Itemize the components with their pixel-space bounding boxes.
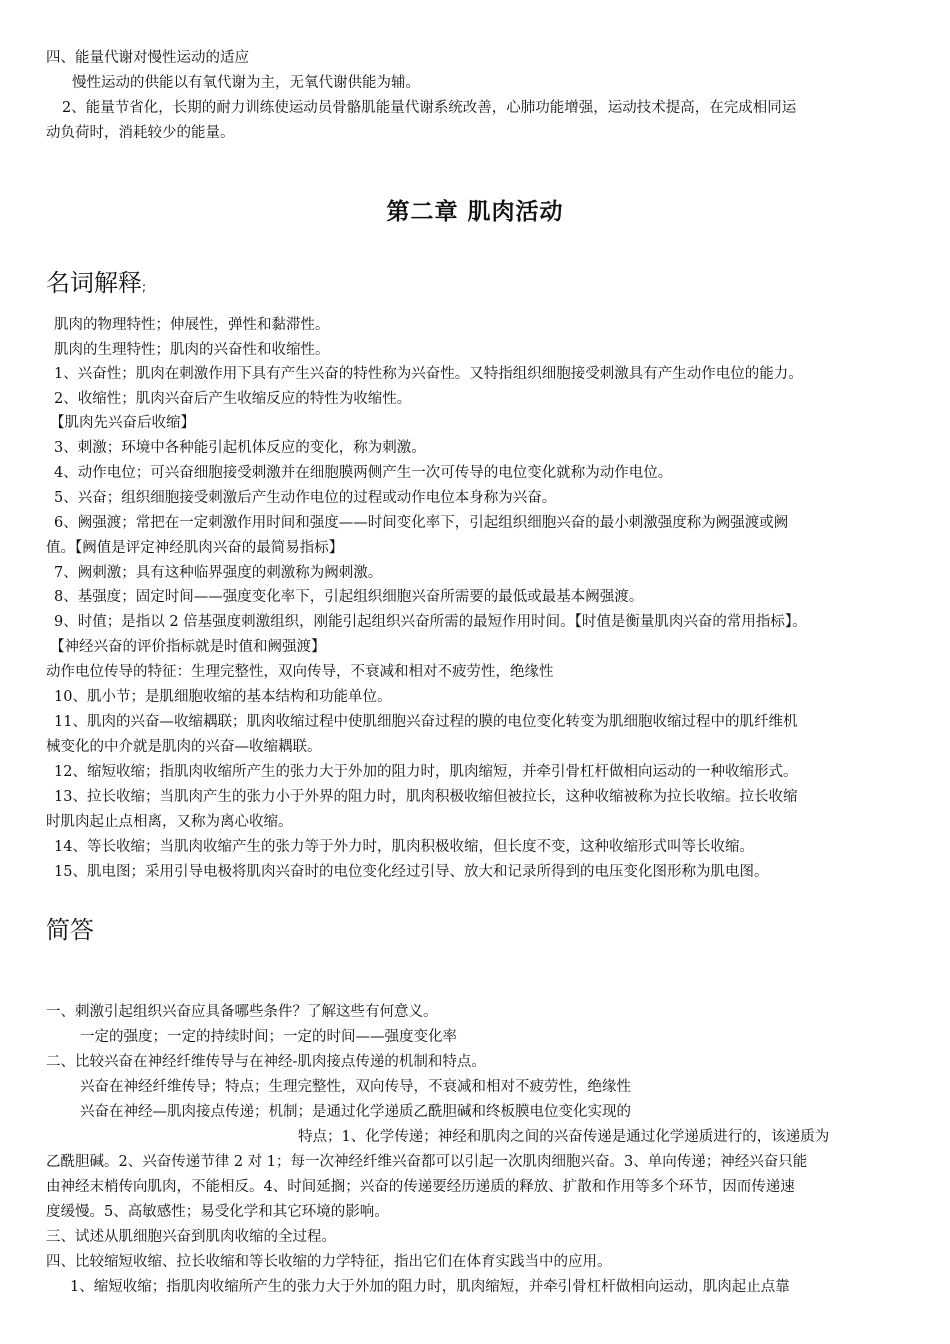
- term-line: 4、动作电位；可兴奋细胞接受刺激并在细胞膜两侧产生一次可传导的电位变化就称为动作电位。: [54, 465, 673, 481]
- term-line: 时肌肉起止点相离，又称为离心收缩。: [46, 814, 293, 830]
- paragraph-heading: 四、能量代谢对慢性运动的适应: [46, 50, 249, 66]
- term-line: 动作电位传导的特征：生理完整性，双向传导，不衰减和相对不疲劳性，绝缘性: [46, 664, 554, 680]
- answer-line: 一、刺激引起组织兴奋应具备哪些条件？了解这些有何意义。: [46, 1004, 438, 1020]
- term-line: 【神经兴奋的评价指标就是时值和阙强渡】: [50, 639, 326, 655]
- term-line: 2、收缩性；肌肉兴奋后产生收缩反应的特性为收缩性。: [54, 391, 412, 407]
- section-heading-answers: 简答: [46, 916, 94, 944]
- term-line: 值。【阙值是评定神经肌肉兴奋的最简易指标】: [46, 540, 344, 556]
- answer-line: 一定的强度；一定的持续时间；一定的时间——强度变化率: [80, 1029, 457, 1045]
- answer-line: 乙酰胆碱。2、兴奋传递节律 2 对 1；每一次神经纤维兴奋都可以引起一次肌肉细胞兴奋。3、单向传递；神经兴奋只能: [46, 1154, 808, 1170]
- section-heading-terms: [46, 263, 146, 298]
- term-line: 肌肉的物理特性；伸展性，弹性和黏滞性。: [54, 317, 330, 333]
- term-line: 14、等长收缩；当肌肉收缩产生的张力等于外力时，肌肉积极收缩，但长度不变，这种收缩形式叫等长收缩。: [54, 839, 754, 855]
- answer-line: 特点；1、化学传递；神经和肌肉之间的兴奋传递是通过化学递质进行的，该递质为: [298, 1129, 830, 1145]
- term-line: 5、兴奋；组织细胞接受刺激后产生动作电位的过程或动作电位本身称为兴奋。: [54, 490, 557, 506]
- answer-line: 1、缩短收缩；指肌肉收缩所产生的张力大于外加的阻力时，肌肉缩短，并牵引骨杠杆做相向运动，肌肉起止点靠: [70, 1279, 790, 1295]
- term-line: 【肌肉先兴奋后收缩】: [50, 415, 195, 431]
- term-line: 10、肌小节；是肌细胞收缩的基本结构和功能单位。: [54, 689, 392, 705]
- answer-line: 由神经末梢传向肌肉，不能相反。4、时间延搁；兴奋的传递要经历递质的释放、扩散和作用等多个环节，因而传递速: [46, 1179, 795, 1195]
- term-line: 3、刺激；环境中各种能引起机体反应的变化，称为刺激。: [54, 440, 426, 456]
- answer-line: 度缓慢。5、高敏感性；易受化学和其它环境的影响。: [46, 1204, 389, 1220]
- term-line: 6、阙强渡；常把在一定刺激作用时间和强度——时间变化率下，引起组织细胞兴奋的最小刺激强度称为阙强渡或阙: [54, 515, 789, 531]
- answer-line: 兴奋在神经纤维传导；特点；生理完整性，双向传导，不衰减和相对不疲劳性，绝缘性: [80, 1079, 631, 1095]
- paragraph: 动负荷时，消耗较少的能量。: [46, 125, 235, 141]
- paragraph: 2、能量节省化，长期的耐力训练使运动员骨骼肌能量代谢系统改善，心肺功能增强，运动技术提高，在完成相同运: [62, 100, 797, 116]
- section-heading-text: 名词解释: [46, 269, 142, 297]
- term-line: 7、阙刺激；具有这种临界强度的刺激称为阙刺激。: [54, 565, 383, 581]
- term-line: 1、兴奋性；肌肉在刺激作用下具有产生兴奋的特性称为兴奋性。又特指组织细胞接受刺激具有产生动作电位的能力。: [54, 366, 803, 382]
- term-line: 12、缩短收缩；指肌肉收缩所产生的张力大于外加的阻力时，肌肉缩短，并牵引骨杠杆做相向运动的一种收缩形式。: [54, 764, 798, 780]
- term-line: 肌肉的生理特性；肌肉的兴奋性和收缩性。: [54, 342, 330, 358]
- term-line: 械变化的中介就是肌肉的兴奋—收缩耦联。: [46, 739, 322, 755]
- answer-line: 兴奋在神经—肌肉接点传递；机制；是通过化学递质乙酰胆碱和终板膜电位变化实现的: [80, 1104, 631, 1120]
- chapter-title: 第二章 肌肉活动: [386, 199, 564, 225]
- answer-line: 二、比较兴奋在神经纤维传导与在神经-肌肉接点传递的机制和特点。: [46, 1054, 486, 1070]
- paragraph: 慢性运动的供能以有氧代谢为主，无氧代谢供能为辅。: [72, 75, 420, 91]
- term-line: 11、肌肉的兴奋—收缩耦联；肌肉收缩过程中使肌细胞兴奋过程的膜的电位变化转变为肌细胞收缩过程中的肌纤维机: [54, 714, 798, 730]
- answer-line: 三、试述从肌细胞兴奋到肌肉收缩的全过程。: [46, 1229, 336, 1245]
- term-line: 8、基强度；固定时间——强度变化率下，引起组织细胞兴奋所需要的最低或最基本阙强渡。: [54, 589, 644, 605]
- section-heading-tail: ;: [142, 280, 147, 294]
- answer-line: 四、比较缩短收缩、拉长收缩和等长收缩的力学特征，指出它们在体育实践当中的应用。: [46, 1254, 612, 1270]
- term-line: 13、拉长收缩；当肌肉产生的张力小于外界的阻力时，肌肉积极收缩但被拉长，这种收缩被称为拉长收缩。拉长收缩: [54, 789, 798, 805]
- term-line: 15、肌电图；采用引导电极将肌肉兴奋时的电位变化经过引导、放大和记录所得到的电压变化图形称为肌电图。: [54, 864, 769, 880]
- term-line: 9、时值；是指以 2 倍基强度刺激组织，刚能引起组织兴奋所需的最短作用时间。【时值是衡量肌肉兴奋的常用指标】。: [54, 614, 807, 630]
